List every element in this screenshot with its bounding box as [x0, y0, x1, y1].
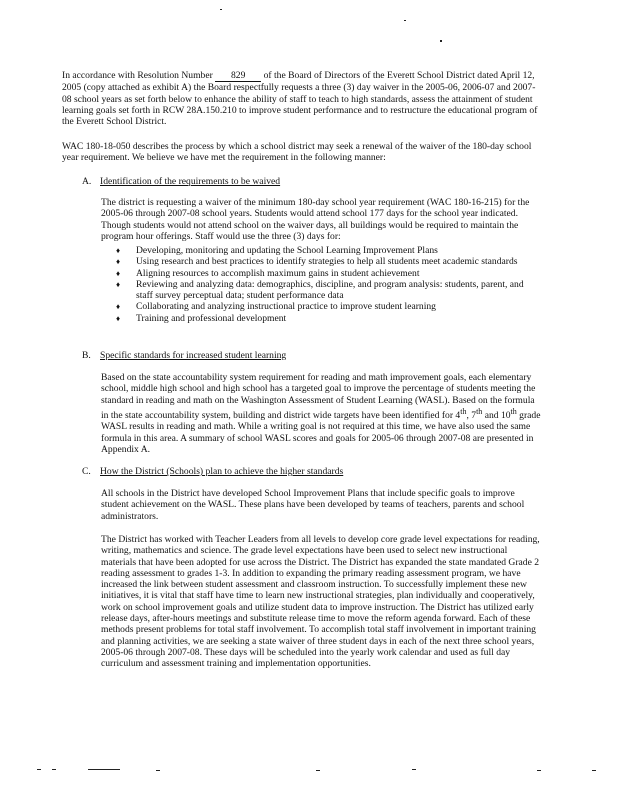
intro-lead: In accordance with Resolution Number — [62, 70, 213, 81]
scan-speck — [316, 770, 320, 771]
section-c-heading — [82, 466, 343, 477]
section-a-letter: A. — [82, 176, 92, 187]
scan-speck — [88, 769, 120, 770]
list-item: ♦ Reviewing and analyzing data: demographics, discipline, and program analysis: students, parent, and staff survey perceptual data; student performance data — [116, 279, 541, 302]
list-item: ♦ Collaborating and analyzing instructional practice to improve student learning — [116, 301, 541, 312]
section-c-letter: C. — [82, 466, 91, 477]
scan-speck — [156, 770, 160, 771]
section-a-paragraph — [101, 197, 541, 242]
list-item: ♦ Developing, monitoring and updating the School Learning Improvement Plans — [116, 245, 541, 256]
wac-paragraph-text: WAC 180-18-050 describes the process by which a school district may seek a renewal of the waiver of the 180-day school year requirement. We believe we have met the requirement in the following manner: — [62, 141, 532, 164]
wac-paragraph — [62, 141, 542, 164]
section-a-bullet-list — [116, 245, 541, 324]
scan-speck — [220, 9, 222, 10]
resolution-number: 829 — [215, 70, 261, 82]
section-b-paragraph — [101, 372, 541, 455]
scan-speck — [37, 769, 41, 770]
superscript: th — [476, 406, 483, 416]
intro-paragraph — [62, 70, 542, 127]
intro-body: of the Board of Directors of the Everett School District dated April 12, 2005 (copy attached as exhibit A) the Board respectfully requests a three (3) day waiver in the 2005-06, 2006-07 and 2007-08 school years as set forth below to enhance the ability of staff to teach to high standards, assess the attainment of student learning goals set forth in RCW 28A.150.210 to improve student performance and to restructure the educational program of the Everett School District. — [62, 70, 538, 128]
section-b-heading — [82, 350, 286, 361]
section-c-paragraph-2 — [101, 534, 541, 670]
section-a-paragraph-text: The district is requesting a waiver of the minimum 180-day school year requirement (WAC 180-16-215) for the 2005-06 through 2007-08 school years. Students would attend school 177 days for the school year indicated. Though students would not attend school on the waiver days, all buildings would be required to maintain the program hour offerings. Staff would use the three (3) days for: — [101, 197, 530, 242]
section-b-text: , 7 — [466, 410, 477, 422]
section-a-title: Identification of the requirements to be waived — [100, 176, 281, 187]
section-b-letter: B. — [82, 350, 91, 361]
section-c-paragraph-1-text: All schools in the District have developed School Improvement Plans that include specific goals to improve student achievement on the WASL. These plans have been developed by teams of teachers, parents and school administrators. — [101, 488, 525, 522]
section-a-heading — [82, 176, 280, 187]
section-c-paragraph-2-text: The District has worked with Teacher Leaders from all levels to develop core grade level expectations for reading, writing, mathematics and science. The grade level expectations have been used to select new instructional materials that have been adopted for use across the District. The District has expanded the state mandated Grade 2 reading assessment to grades 1-3. In addition to expanding the primary reading assessment program, we have increased the link between student assessment and classroom instruction. To successfully implement these new initiatives, it is vital that staff have time to learn new instructional strategies, plan individually and cooperatively, work on school improvement goals and utilize student data to improve instruction. The District has utilized early release days, after-hours meetings and substitute release time to move the reform agenda forward. Each of these methods present problems for total staff involvement. To accomplish total staff involvement in important training and planning activities, we are seeking a state waiver of three student days in each of the next three school years, 2005-06 through 2007-08. These days will be scheduled into the yearly work calendar and used as full day curriculum and assessment training and implementation opportunities. — [101, 534, 540, 670]
section-b-text: grade WASL results in reading and math. While a writing goal is not required at this time, we have also used the same formula in this area. A summary of school WASL scores and goals for 2005-06 through 2007-08 are presented in Appendix A. — [101, 410, 541, 455]
scan-speck — [440, 40, 442, 42]
superscript: th — [460, 406, 467, 416]
scan-speck — [412, 769, 416, 770]
scan-speck — [404, 20, 406, 21]
section-c-paragraph-1 — [101, 488, 541, 522]
scan-speck — [52, 769, 56, 770]
section-b-title: Specific standards for increased student learning — [100, 350, 287, 361]
list-item: ♦ Training and professional development — [116, 313, 541, 324]
section-b-text: and 10 — [482, 410, 511, 422]
list-item: ♦ Aligning resources to accomplish maximum gains in student achievement — [116, 268, 541, 279]
scan-speck — [537, 770, 541, 771]
section-b-text: Based on the state accountability system requirement for reading and math improvement goals, each elementary school, middle high school and high school has a targeted goal to improve the percentage of students meeting the standard in reading and math on the Washington Assessment of Student Learning (WASL). Based on the formula in the state accountability system, building and district wide targets have been identified for 4 — [101, 372, 536, 422]
scan-speck — [592, 770, 596, 771]
section-c-title: How the District (Schools) plan to achieve the higher standards — [100, 466, 344, 477]
list-item: ♦ Using research and best practices to identify strategies to help all students meet academic standards — [116, 256, 541, 267]
superscript: th — [510, 406, 517, 416]
